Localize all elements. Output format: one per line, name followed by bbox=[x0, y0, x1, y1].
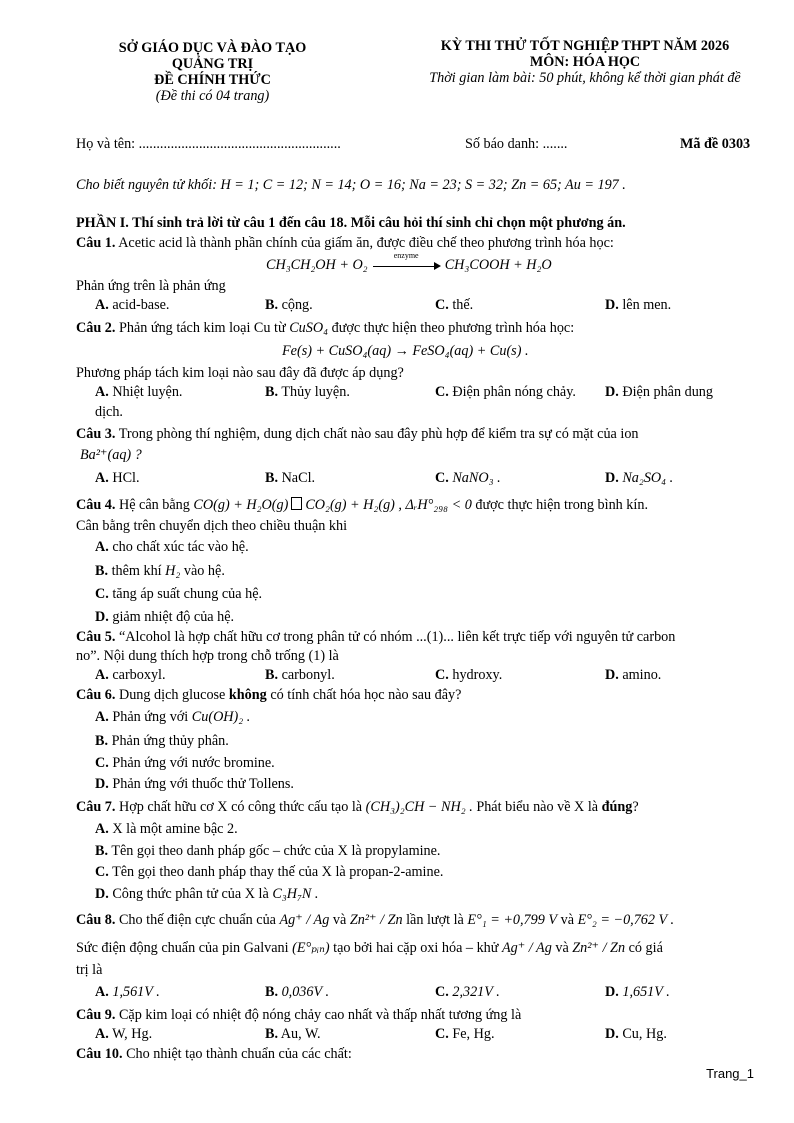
q1-arrow-label: enzyme bbox=[393, 250, 419, 260]
q2-option-d-cont: dịch. bbox=[95, 404, 123, 420]
q9-option-a[interactable]: A. W, Hg. bbox=[95, 1026, 153, 1042]
q5-option-a[interactable]: A. carboxyl. bbox=[95, 667, 166, 683]
header-left bbox=[95, 40, 330, 104]
q3-option-d[interactable]: D. Na₂SO₄ . bbox=[605, 470, 674, 486]
q4-option-b[interactable]: B. thêm khí H₂ vào hệ. bbox=[95, 563, 225, 579]
q1-option-b[interactable]: B. cộng. bbox=[265, 297, 313, 313]
official-label: ĐỀ CHÍNH THỨC bbox=[154, 72, 271, 88]
exam-code: Mã đề 0303 bbox=[680, 136, 751, 152]
dept-line2: QUẢNG TRỊ bbox=[171, 56, 254, 72]
time-note: Thời gian làm bài: 50 phút, không kể thời gian phát đề bbox=[429, 70, 741, 86]
q7-option-d[interactable]: D. Công thức phân tử của X là C₃H₇N . bbox=[95, 886, 319, 902]
q6-option-b[interactable]: B. Phản ứng thủy phân. bbox=[95, 733, 229, 749]
q1-text: Acetic acid là thành phần chính của giấm ăn, được điều chế theo phương trình hóa học: bbox=[118, 235, 614, 251]
q2-equation: Fe(s) + CuSO₄(aq) → FeSO₄(aq) + Cu(s) . bbox=[282, 343, 529, 359]
q8-option-a[interactable]: A. 1,561V . bbox=[95, 984, 160, 1000]
candidate-name-label: Họ và tên: ......................................................... bbox=[76, 136, 341, 152]
q1-option-c[interactable]: C. thế. bbox=[435, 297, 474, 313]
q7-option-c[interactable]: C. Tên gọi theo danh pháp thay thế của X là propan-2-amine. bbox=[95, 864, 444, 880]
q1-label: Câu 1. bbox=[76, 235, 116, 251]
q4-option-a[interactable]: A. cho chất xúc tác vào hệ. bbox=[95, 539, 249, 555]
pages-note: (Đề thi có 04 trang) bbox=[155, 88, 270, 104]
exam-title: KỲ THI THỬ TỐT NGHIỆP THPT NĂM 2026 bbox=[440, 38, 730, 54]
q3-option-c[interactable]: C. NaNO₃ . bbox=[435, 470, 501, 486]
q2-stem: Câu 2. Phản ứng tách kim loại Cu từ CuSO₄ được thực hiện theo phương trình hóa học: bbox=[76, 320, 575, 336]
q2-stem2: Phương pháp tách kim loại nào sau đây đã được áp dụng? bbox=[76, 365, 404, 381]
q2-option-c[interactable]: C. Điện phân nóng chảy. bbox=[435, 384, 576, 400]
q6-option-a[interactable]: A. Phản ứng với Cu(OH)₂ . bbox=[95, 709, 251, 725]
q8-stem3: trị là bbox=[76, 962, 103, 978]
q7-stem: Câu 7. Hợp chất hữu cơ X có công thức cấu tạo là (CH₃)₂CH − NH₂ . Phát biểu nào về X là đúng? bbox=[76, 799, 639, 815]
q8-option-b[interactable]: B. 0,036V . bbox=[265, 984, 329, 1000]
q5-option-d[interactable]: D. amino. bbox=[605, 667, 662, 683]
q1-eq-left: CH₃CH₂OH + O₂ bbox=[266, 257, 368, 273]
q3-ion: Ba²⁺(aq) ? bbox=[80, 447, 142, 463]
q9-option-b[interactable]: B. Au, W. bbox=[265, 1026, 321, 1042]
equilibrium-arrow-icon bbox=[291, 497, 302, 510]
q1-option-a[interactable]: A. acid-base. bbox=[95, 297, 170, 313]
q5-stem: Câu 5. “Alcohol là hợp chất hữu cơ trong phân tử có nhóm ...(1)... liên kết trực tiếp với nguyên tử carbon bbox=[76, 629, 676, 645]
q9-stem: Câu 9. Cặp kim loại có nhiệt độ nóng chảy cao nhất và thấp nhất tương ứng là bbox=[76, 1007, 522, 1023]
subject: MÔN: HÓA HỌC bbox=[529, 54, 641, 70]
dept-line1: SỞ GIÁO DỤC VÀ ĐÀO TẠO bbox=[118, 40, 307, 56]
q4-stem2: Cân bằng trên chuyển dịch theo chiều thuận khi bbox=[76, 518, 348, 534]
q1-eq-right: CH₃COOH + H₂O bbox=[444, 257, 552, 273]
q1-option-d[interactable]: D. lên men. bbox=[605, 297, 672, 313]
q4-option-c[interactable]: C. tăng áp suất chung của hệ. bbox=[95, 586, 263, 602]
q8-option-d[interactable]: D. 1,651V . bbox=[605, 984, 670, 1000]
q9-option-c[interactable]: C. Fe, Hg. bbox=[435, 1026, 495, 1042]
q6-option-c[interactable]: C. Phản ứng với nước bromine. bbox=[95, 755, 275, 771]
q3-stem: Câu 3. Trong phòng thí nghiệm, dung dịch chất nào sau đây phù hợp để kiểm tra sự có mặt của ion bbox=[76, 426, 639, 442]
candidate-id-label: Số báo danh: ....... bbox=[465, 136, 568, 152]
q10-stem: Câu 10. Cho nhiệt tạo thành chuẩn của các chất: bbox=[76, 1046, 352, 1062]
q7-option-a[interactable]: A. X là một amine bậc 2. bbox=[95, 821, 238, 837]
q6-stem: Câu 6. Dung dịch glucose không có tính chất hóa học nào sau đây? bbox=[76, 687, 462, 703]
q8-option-c[interactable]: C. 2,321V . bbox=[435, 984, 500, 1000]
q1-stem2: Phản ứng trên là phản ứng bbox=[76, 278, 226, 294]
page-number: Trang_1 bbox=[706, 1066, 754, 1081]
atomic-masses-prefix: Cho biết nguyên tử khối: bbox=[76, 177, 217, 193]
q3-option-a[interactable]: A. HCl. bbox=[95, 470, 140, 486]
q8-stem: Câu 8. Cho thế điện cực chuẩn của Ag⁺ / Ag và Zn²⁺ / Zn lần lượt là E°₁ = +0,799 V và E°₂ = −0,762 V . bbox=[76, 912, 675, 928]
q2-option-d[interactable]: D. Điện phân dung bbox=[605, 384, 713, 400]
section1-title: PHẦN I. Thí sinh trả lời từ câu 1 đến câu 18. Mỗi câu hỏi thí sinh chỉ chọn một phương án. bbox=[76, 215, 626, 231]
atomic-masses-values: H = 1; C = 12; N = 14; O = 16; Na = 23; S = 32; Zn = 65; Au = 197 . bbox=[220, 177, 626, 193]
q4-option-d[interactable]: D. giảm nhiệt độ của hệ. bbox=[95, 609, 235, 625]
q7-option-b[interactable]: B. Tên gọi theo danh pháp gốc – chức của X là propylamine. bbox=[95, 843, 441, 859]
q2-option-a[interactable]: A. Nhiệt luyện. bbox=[95, 384, 183, 400]
q1-stem bbox=[76, 235, 614, 252]
q8-stem2: Sức điện động chuẩn của pin Galvani (E°ₚᵢₙ) tạo bởi hai cặp oxi hóa – khử Ag⁺ / Ag và Zn²⁺ / Zn có giá bbox=[76, 940, 663, 956]
q1-arrow bbox=[371, 250, 441, 272]
q3-option-b[interactable]: B. NaCl. bbox=[265, 470, 316, 486]
q1-equation bbox=[266, 250, 552, 274]
q4-stem: Câu 4. Hệ cân bằng CO(g) + H₂O(g) CO₂(g) + H₂(g) , ΔᵣH°₂₉₈ < 0 được thực hiện trong bình kín. bbox=[76, 497, 648, 513]
q6-option-d[interactable]: D. Phản ứng với thuốc thử Tollens. bbox=[95, 776, 294, 792]
atomic-masses bbox=[76, 177, 626, 194]
q5-option-b[interactable]: B. carbonyl. bbox=[265, 667, 335, 683]
q5-option-c[interactable]: C. hydroxy. bbox=[435, 667, 503, 683]
header-right bbox=[390, 38, 780, 86]
q5-stem2: no”. Nội dung thích hợp trong chỗ trống (1) là bbox=[76, 648, 339, 664]
q9-option-d[interactable]: D. Cu, Hg. bbox=[605, 1026, 667, 1042]
q2-option-b[interactable]: B. Thủy luyện. bbox=[265, 384, 350, 400]
